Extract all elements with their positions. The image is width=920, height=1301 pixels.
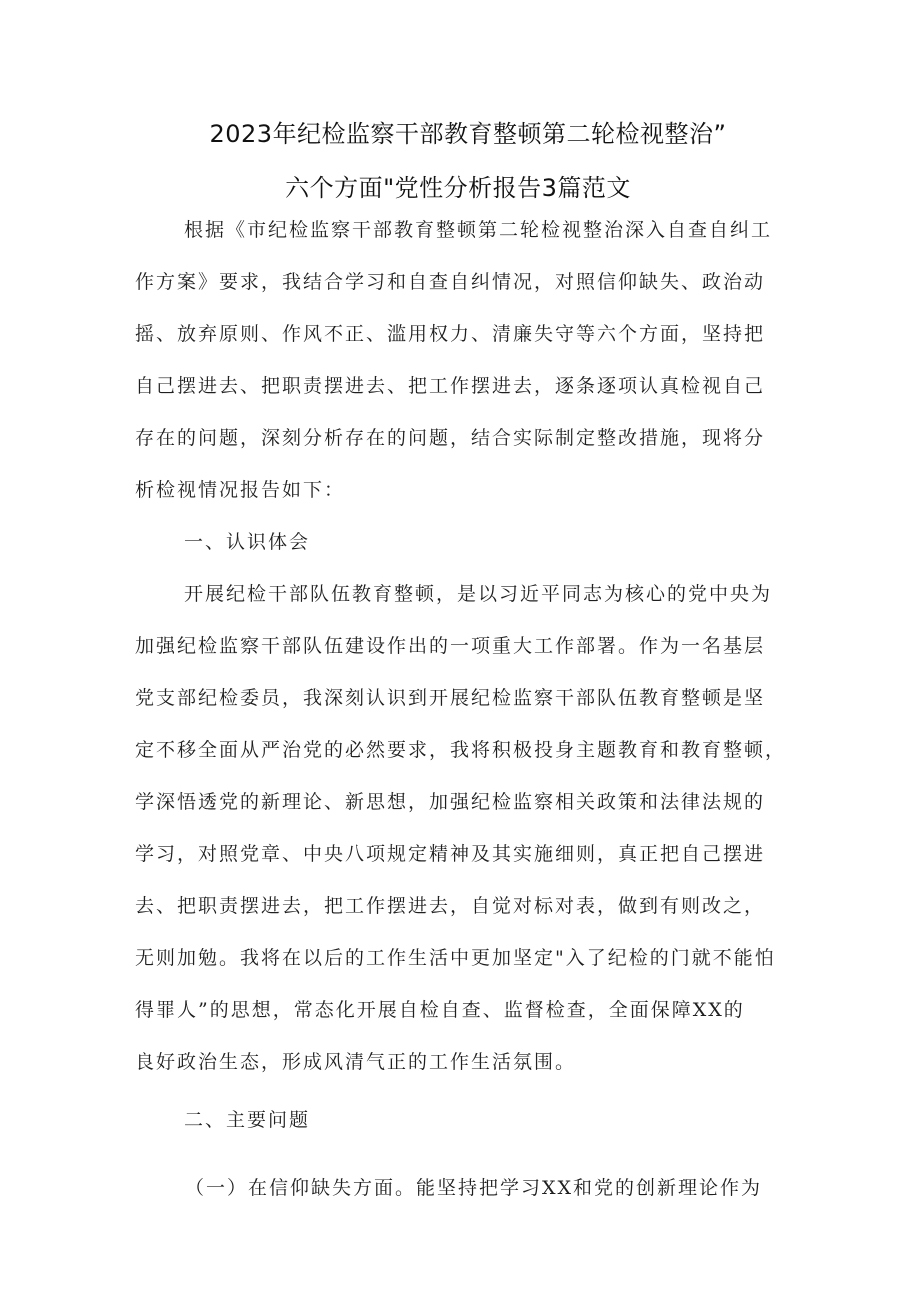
paragraph-line: 去、把职责摆进去，把工作摆进去，自觉对标对表，做到有则改之， [135,895,766,917]
paragraph-line: 自己摆进去、把职责摆进去、把工作摆进去，逐条逐项认真检视自己 [135,375,766,397]
paragraph-line: 学深悟透党的新理论、新思想，加强纪检监察相关政策和法律法规的 [135,791,766,813]
document-title-line-2: 六个方面"党性分析报告3篇范文 [285,174,631,202]
paragraph-line: 析检视情况报告如下： [135,479,346,501]
paragraph-line: 作方案》要求，我结合学习和自查自纠情况，对照信仰缺失、政治动 [135,271,766,293]
paragraph-line: 良好政治生态，形成风清气正的工作生活氛围。 [135,1051,577,1073]
paragraph-line: 加强纪检监察干部队伍建设作出的一项重大工作部署。作为一名基层 [135,635,766,657]
paragraph-line: 无则加勉。我将在以后的工作生活中更加坚定"入了纪检的门就不能怕 [135,947,776,969]
section-heading: 一、认识体会 [184,531,311,553]
section-heading: 二、主要问题 [184,1109,311,1131]
paragraph-line: 定不移全面从严治党的必然要求，我将积极投身主题教育和教育整顿， [135,739,787,761]
paragraph-line: 党支部纪检委员，我深刻认识到开展纪检监察干部队伍教育整顿是坚 [135,687,766,709]
document-title-line-1: 2023年纪检监察干部教育整顿第二轮检视整治” [209,120,727,148]
paragraph-line: （一）在信仰缺失方面。能坚持把学习XX和党的创新理论作为 [185,1177,763,1199]
paragraph-line: 学习，对照党章、中央八项规定精神及其实施细则，真正把自己摆进 [135,843,766,865]
paragraph-line: 根据《市纪检监察干部教育整顿第二轮检视整治深入自查自纠工 [184,219,773,241]
paragraph-line: 得罪人”的思想，常态化开展自检自查、监督检查，全面保障XX的 [135,999,745,1021]
paragraph-line: 存在的问题，深刻分析存在的问题，结合实际制定整改措施，现将分 [135,427,766,449]
paragraph-line: 摇、放弃原则、作风不正、滥用权力、清廉失守等六个方面，坚持把 [135,323,766,345]
paragraph-line: 开展纪检干部队伍教育整顿，是以习近平同志为核心的党中央为 [184,583,773,605]
